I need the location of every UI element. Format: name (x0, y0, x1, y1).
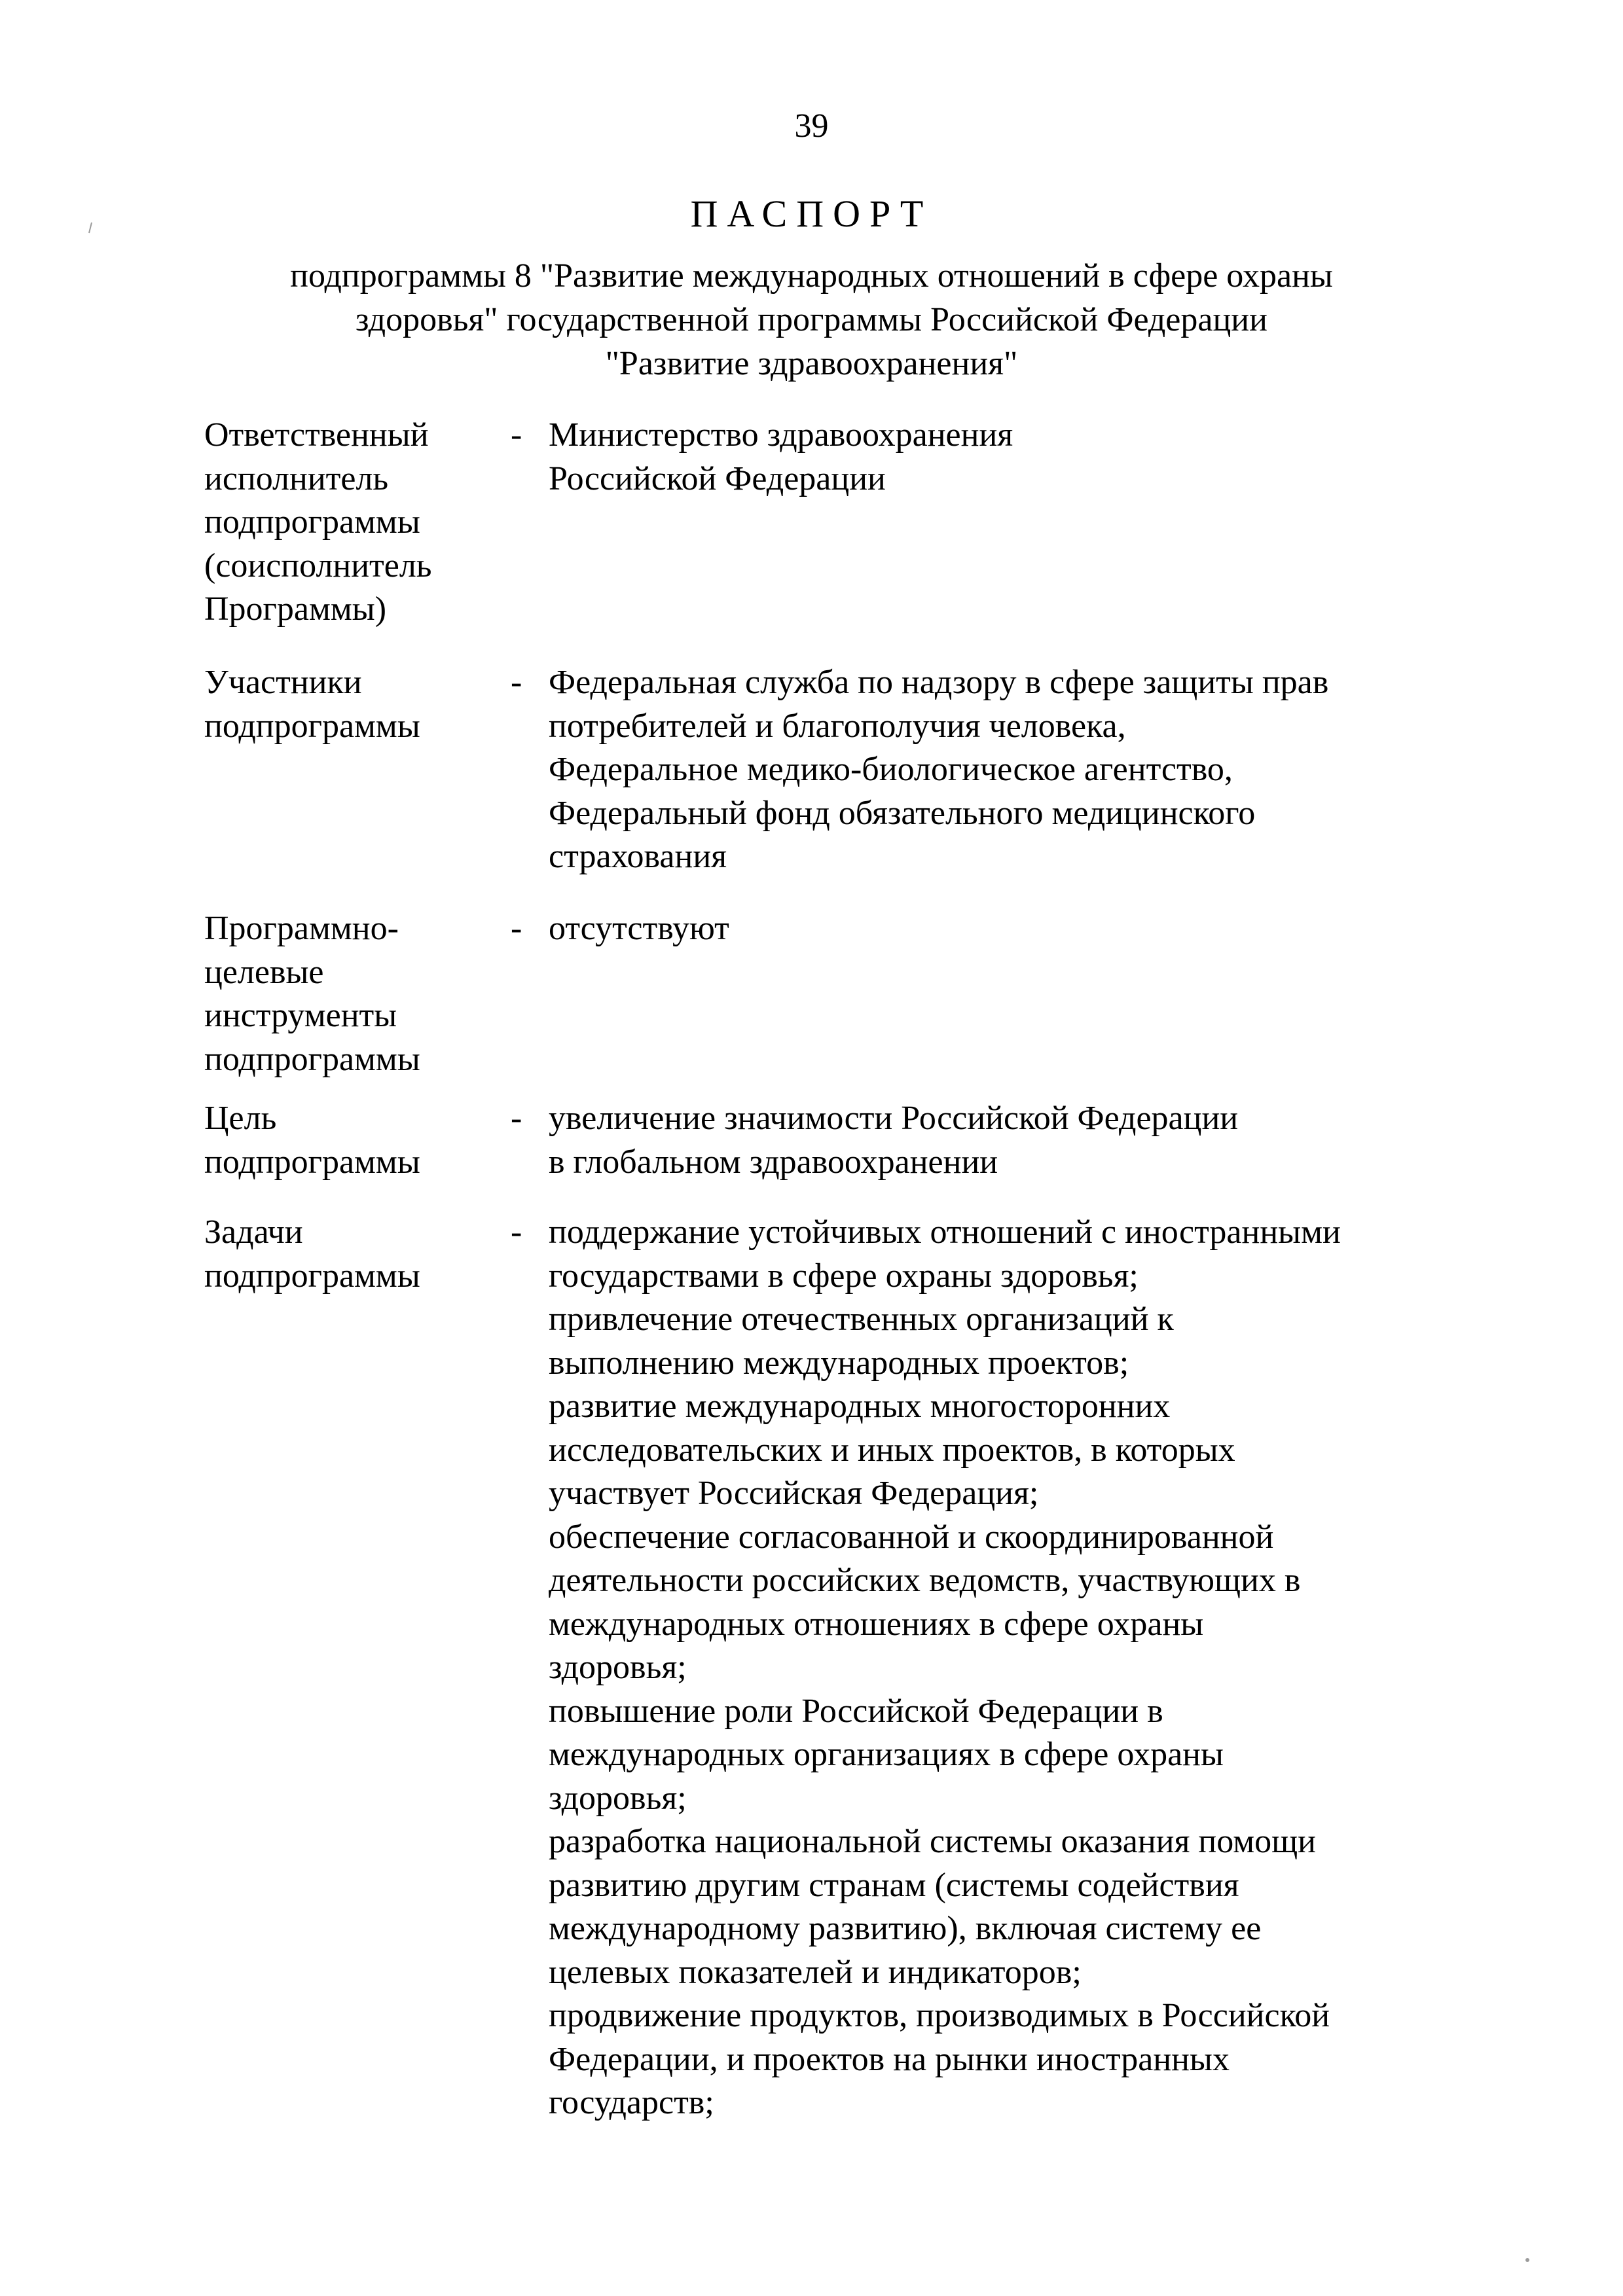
value-line: здоровья; (549, 1649, 687, 1686)
row-dash: - (511, 664, 522, 701)
row-dash: - (511, 416, 522, 454)
value-line: Федерации, и проектов на рынки иностранных (549, 2040, 1230, 2078)
value-line: международных отношениях в сфере охраны (549, 1605, 1204, 1643)
subtitle-line: "Развитие здравоохранения" (605, 345, 1018, 382)
value-line: Министерство здравоохранения (549, 416, 1013, 454)
label-line: Задачи (204, 1213, 303, 1251)
label-line: инструменты (204, 997, 397, 1034)
value-line: повышение роли Российской Федерации в (549, 1692, 1163, 1730)
label-line: Ответственный (204, 416, 429, 454)
row-dash: - (511, 1100, 522, 1137)
scan-speck (1525, 2258, 1529, 2262)
value-line: Федеральная служба по надзору в сфере защиты прав (549, 664, 1329, 701)
value-line: обеспечение согласованной и скоординированной (549, 1518, 1274, 1556)
value-line: государствами в сфере охраны здоровья; (549, 1257, 1139, 1295)
label-line: подпрограммы (204, 503, 420, 541)
value-line: развитие международных многосторонних (549, 1388, 1171, 1425)
value-line: Федеральный фонд обязательного медицинского (549, 794, 1256, 832)
row-dash: - (511, 910, 522, 947)
label-line: исполнитель (204, 459, 389, 497)
label-line: (соисполнитель (204, 547, 432, 584)
scan-speck (89, 223, 92, 233)
subtitle-line: здоровья" государственной программы Российской Федерации (356, 301, 1267, 338)
value-line: Российской Федерации (549, 459, 886, 497)
value-line: международному развитию), включая систему ее (549, 1910, 1262, 1947)
value-line: разработка национальной системы оказания помощи (549, 1823, 1317, 1860)
value-line: исследовательских и иных проектов, в которых (549, 1431, 1235, 1469)
subtitle-line: подпрограммы 8 "Развитие международных отношений в сфере охраны (290, 257, 1333, 295)
label-line: подпрограммы (204, 1257, 420, 1295)
value-line: выполнению международных проектов; (549, 1344, 1129, 1382)
label-line: Цель (204, 1100, 277, 1137)
label-line: Участники (204, 664, 362, 701)
label-line: целевые (204, 953, 324, 991)
document-title: ПАСПОРТ (690, 192, 933, 235)
value-line: деятельности российских ведомств, участвующих в (549, 1562, 1301, 1599)
value-line: государств; (549, 2084, 714, 2121)
value-line: Федеральное медико-биологическое агентство, (549, 751, 1233, 788)
value-line: привлечение отечественных организаций к (549, 1300, 1174, 1338)
value-line: участвует Российская Федерация; (549, 1475, 1039, 1512)
label-line: подпрограммы (204, 1143, 420, 1181)
value-line: страхования (549, 838, 727, 875)
label-line: Программно- (204, 910, 399, 947)
value-line: отсутствуют (549, 910, 729, 947)
value-line: здоровья; (549, 1779, 687, 1817)
value-line: развитию другим странам (системы содействия (549, 1866, 1239, 1904)
label-line: Программы) (204, 590, 387, 628)
value-line: увеличение значимости Российской Федерации (549, 1100, 1239, 1137)
row-dash: - (511, 1213, 522, 1251)
value-line: поддержание устойчивых отношений с иностранными (549, 1213, 1341, 1251)
value-line: в глобальном здравоохранении (549, 1143, 998, 1181)
label-line: подпрограммы (204, 1040, 420, 1078)
value-line: продвижение продуктов, производимых в Российской (549, 1997, 1330, 2034)
value-line: целевых показателей и индикаторов; (549, 1953, 1082, 1991)
value-line: потребителей и благополучия человека, (549, 707, 1126, 745)
value-line: международных организациях в сфере охраны (549, 1736, 1224, 1773)
label-line: подпрограммы (204, 707, 420, 745)
page-number: 39 (794, 107, 829, 145)
